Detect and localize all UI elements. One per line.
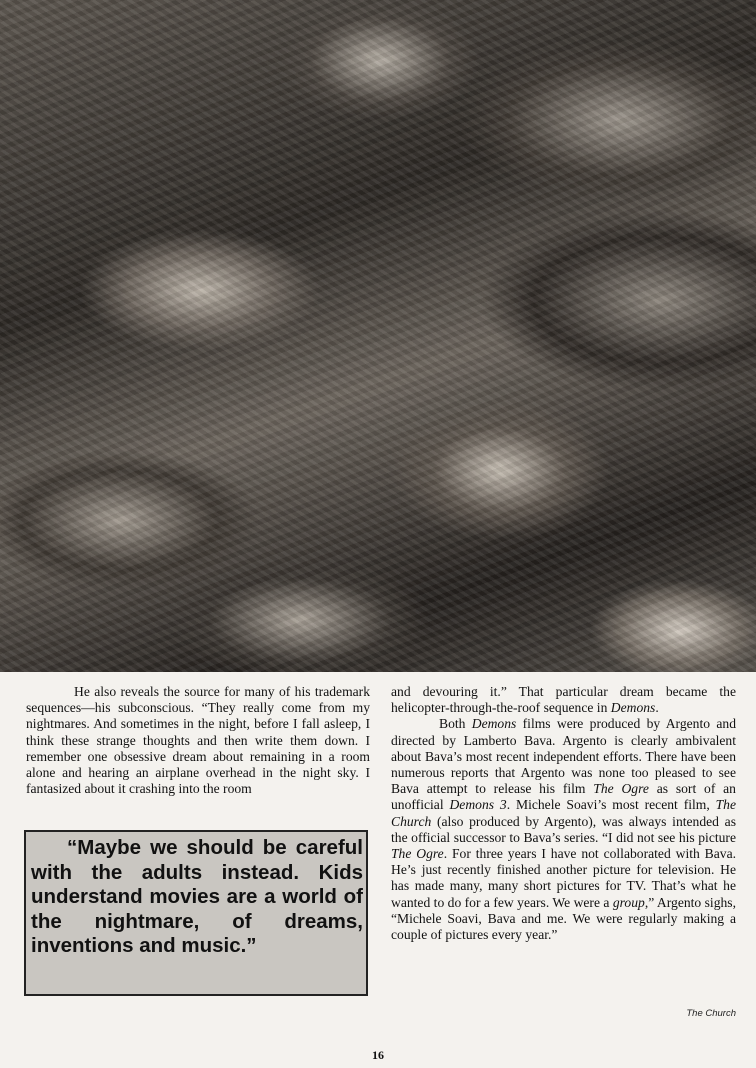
right-column: [391, 684, 736, 943]
p2-i1: Demons: [471, 716, 517, 732]
p2-i4: The Church: [391, 797, 737, 829]
p2-i3: Demons 3: [449, 797, 507, 813]
p2-i6: group: [612, 894, 645, 910]
right-p1-italic: Demons: [610, 700, 656, 716]
p2-t5: (also produced by Argento), was always intended as the official successor to Bava’s series. “I did not see his picture: [391, 813, 736, 845]
photo-caption: The Church: [686, 1008, 736, 1019]
p2-t3: as sort of an unofficial: [391, 781, 736, 813]
p2-t1: Both: [439, 716, 472, 732]
pull-quote-box: [24, 830, 368, 996]
right-p1-text-a: and devouring it.” That particular dream became the helicopter-through-the-roof sequence in: [391, 684, 736, 716]
right-paragraph-2: [391, 716, 736, 943]
p2-t4: . Michele Soavi’s most recent film,: [506, 797, 716, 813]
left-paragraph: He also reveals the source for many of his trademark sequences—his subconscious. “They really come from my nightmares. And sometimes in the night, before I fall asleep, I think these strange thoughts and then write them down. I remember one obsessive dream about remaining in a room alone and hearing an airplane overhead in the night sky. I fantasized about it crashing into the room: [26, 684, 370, 797]
page-number: 16: [372, 1048, 384, 1062]
p2-t6: . For three years I have not collaborated with Bava. He’s just recently finished another picture for television. He has made many, many short pictures for TV. That’s what he wanted to do for a few years. We were a: [391, 846, 737, 910]
p2-t2: films were produced by Argento and directed by Lamberto Bava. Argento is clearly ambivalent about Bava’s most recent independent efforts. There have been numerous reports that Argento was none too pleased to see Bava attempt to release his film: [391, 716, 736, 797]
p2-t7: ,” Argento sighs, “Michele Soavi, Bava and me. We were regularly making a couple of pictures every year.”: [391, 894, 736, 943]
right-p1-text-b: .: [655, 700, 659, 716]
p2-i5: The Ogre: [391, 846, 444, 862]
pull-quote-text: “Maybe we should be careful with the adults instead. Kids understand movies are a world of the nightmare, of dreams, inventions and music.”: [31, 836, 363, 957]
right-paragraph-1: [391, 684, 736, 716]
left-column: [26, 684, 370, 797]
p2-i2: The Ogre: [593, 781, 649, 797]
